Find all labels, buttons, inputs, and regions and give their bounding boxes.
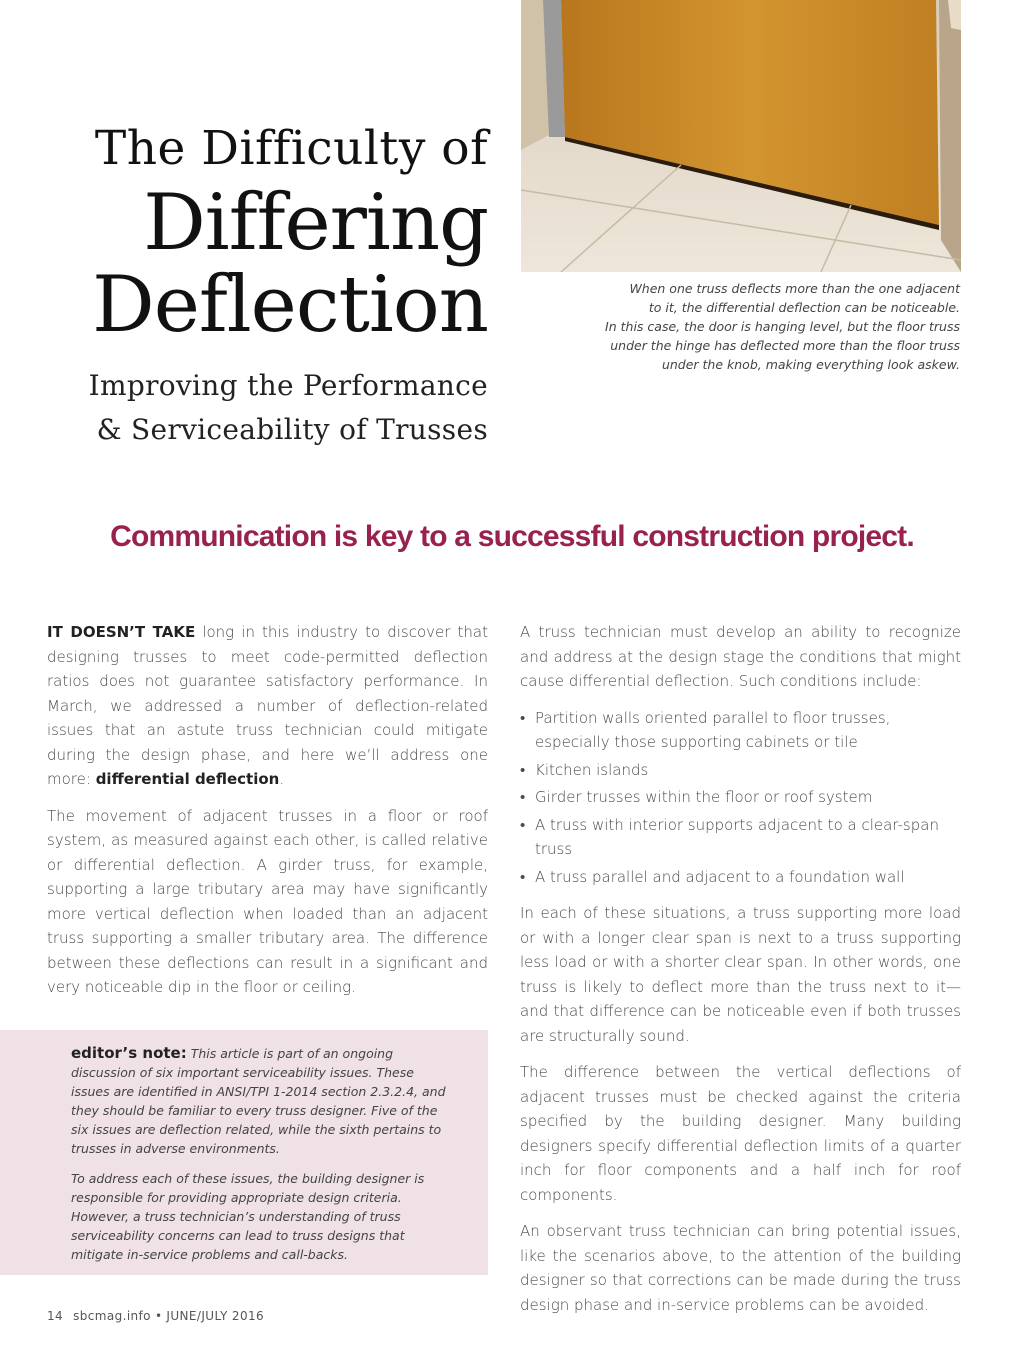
editors-note-label: editor’s note: [71, 1044, 187, 1062]
paragraph: The difference between the vertical deflections of adjacent trusses must be checked against the criteria specified by the building designer. Many building designers specify differential deflection limits of a quarter inch for floor components and a half inch for roof components. [520, 1063, 961, 1204]
caption-line: under the knob, making everything look askew. [661, 357, 960, 372]
issue-date: JUNE/JULY 2016 [166, 1309, 265, 1323]
list-item: • A truss with interior supports adjacent to a clear-span truss [520, 813, 961, 862]
editors-note [71, 1044, 446, 1275]
title-line-1: The Difficulty of [94, 121, 488, 176]
list-item: • Partition walls oriented parallel to floor trusses, especially those supporting cabinets or tile [520, 706, 961, 755]
editors-note-paragraph-2: To address each of these issues, the building designer is responsible for providing appropriate design criteria. However, a truss technician’s understanding of truss serviceability concerns can lead to truss designs that mitigate in-service problems and call-backs. [71, 1171, 425, 1262]
list-item: • A truss parallel and adjacent to a foundation wall [520, 865, 961, 890]
right-column [520, 620, 961, 1329]
caption-line: In this case, the door is hanging level, but the floor truss [605, 319, 960, 334]
intro-text: long in this industry to discover that designing trusses to meet code-permitted deflection ratios does not guarantee satisfactory performance. In March, we addressed a number of deflection-related issues that an astute truss technician could mitigate during the design phase, and here we’ll address one more: [47, 623, 488, 788]
caption-line: to it, the differential deflection can be noticeable. [648, 300, 960, 315]
door-floor-photo [521, 0, 961, 272]
subtitle-line-2: & Serviceability of Trusses [96, 413, 488, 446]
photo-caption [560, 279, 960, 374]
pullquote: Communication is key to a successful construction project. [110, 520, 914, 553]
page-number: 14 [47, 1309, 64, 1323]
paragraph: The movement of adjacent trusses in a floor or roof system, as measured against each other, is called relative or differential deflection. A girder truss, for example, supporting a large tributary area may have significantly more vertical deflection when loaded than an adjacent truss supporting a smaller tributary area. The difference between these deflections can result in a significant and very noticeable dip in the floor or ceiling. [47, 806, 488, 996]
paragraph: An observant truss technician can bring potential issues, like the scenarios above, to the attention of the building designer so that corrections can be made during the truss design phase and in-service problems can be avoided. [520, 1222, 961, 1314]
editors-note-box [0, 1030, 488, 1275]
list-item: • Kitchen islands [520, 758, 961, 783]
separator-dot: • [154, 1309, 163, 1323]
paragraph: A truss technician must develop an ability to recognize and address at the design stage the conditions that might cause differential deflection. Such conditions include: [520, 623, 961, 690]
page-footer [47, 1309, 274, 1323]
editors-note-paragraph [71, 1044, 446, 1158]
lead-in: IT DOESN’T TAKE [47, 623, 196, 641]
site-link[interactable]: sbcmag.info [73, 1309, 151, 1323]
subtitle [60, 364, 488, 452]
intro-end: . [279, 770, 285, 788]
list-item: • Girder trusses within the floor or roof system [520, 785, 961, 810]
editors-note-text: This article is part of an ongoing discussion of six important serviceability issues. These issues are identified in ANSI/TPI 1-2014 section 2.3.2.4, and they should be familiar to every truss designer. Five of the six issues are deflection related, while the sixth pertains to trusses in adverse environments. [71, 1046, 446, 1156]
conditions-list [520, 706, 961, 890]
title-line-2: Differing [143, 178, 488, 268]
subtitle-line-1: Improving the Performance [88, 369, 488, 402]
key-term: differential deflection [95, 770, 280, 788]
title-line-3: Deflection [92, 260, 488, 350]
article-title [60, 120, 488, 452]
paragraph-intro [47, 620, 488, 792]
left-column [47, 620, 488, 1012]
paragraph: In each of these situations, a truss supporting more load or with a longer clear span is next to a truss supporting less load or with a shorter clear span. In other words, one truss is likely to deflect more than the truss next to it—and that difference can be noticeable even if both trusses are structurally sound. [520, 904, 961, 1045]
caption-line: under the hinge has deflected more than the floor truss [610, 338, 960, 353]
caption-line: When one truss deflects more than the one adjacent [629, 281, 960, 296]
